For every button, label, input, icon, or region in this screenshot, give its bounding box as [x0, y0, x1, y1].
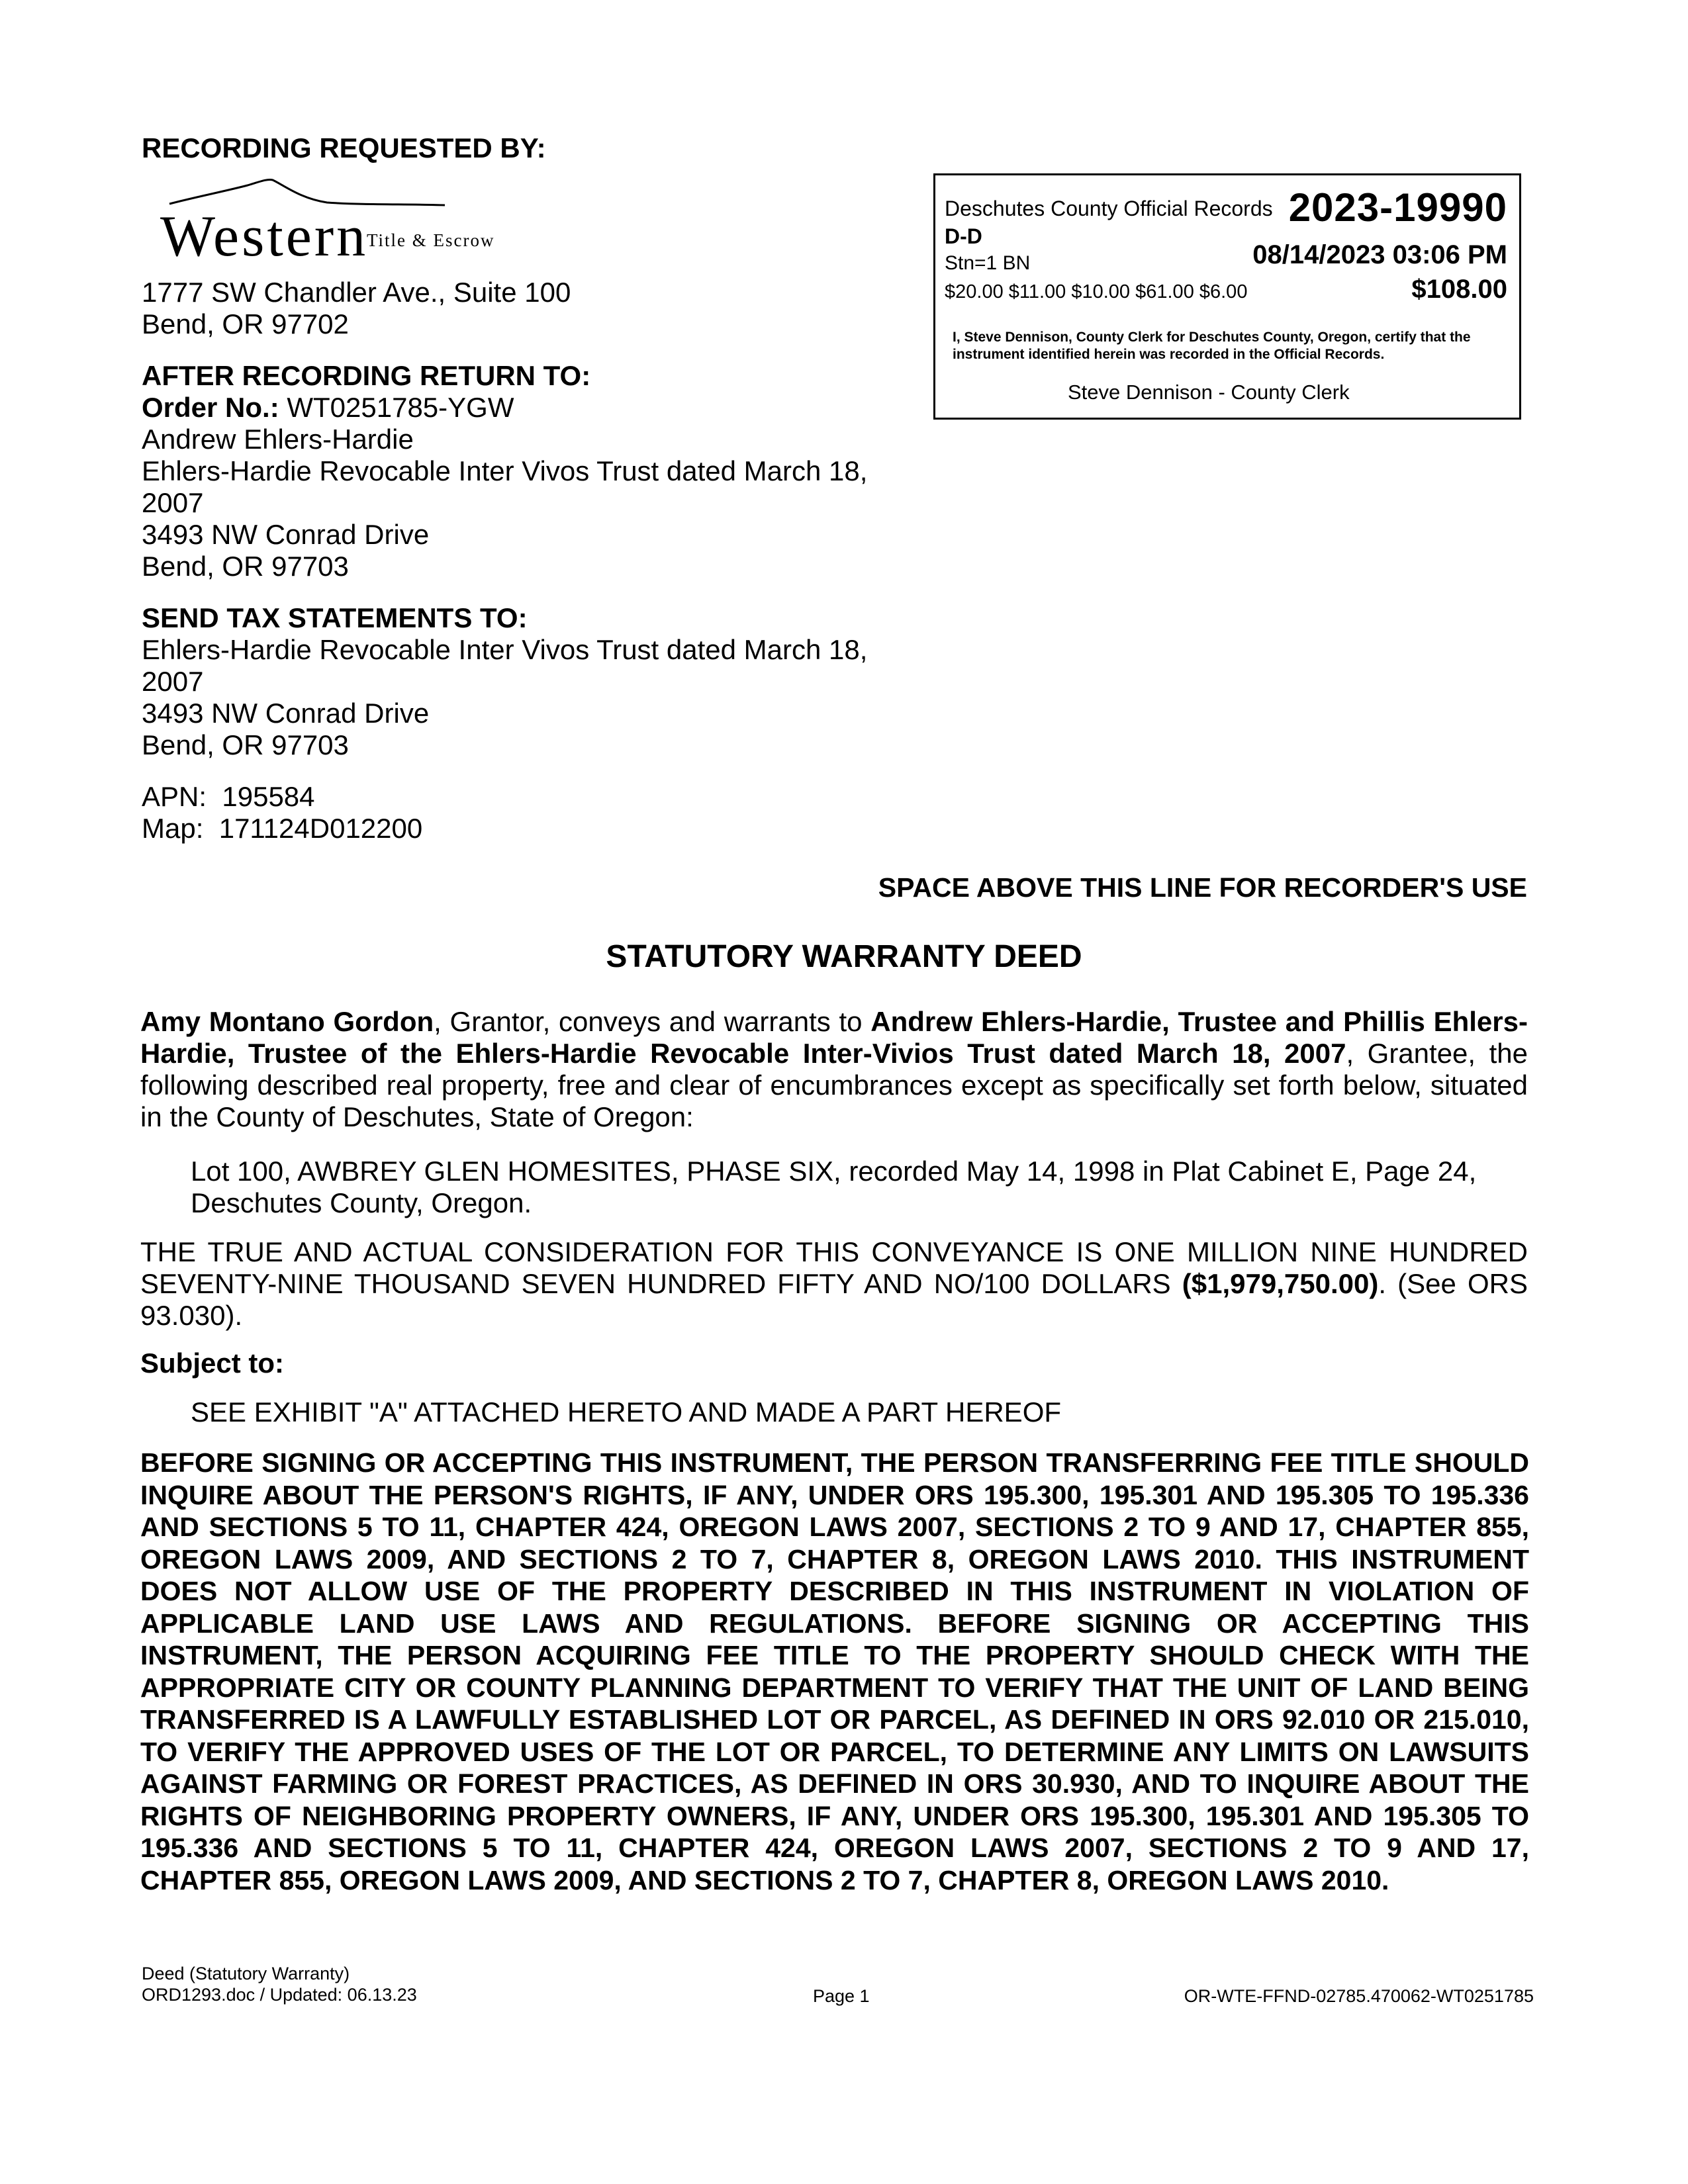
- legal-description: Lot 100, AWBREY GLEN HOMESITES, PHASE SIX, recorded May 14, 1998 in Plat Cabinet E, Page 24, Deschutes County, Oregon.: [191, 1156, 1477, 1218]
- tax-line: Bend, OR 97703: [142, 729, 349, 760]
- after-recording-heading: AFTER RECORDING RETURN TO:: [142, 360, 591, 391]
- recording-requested-heading: RECORDING REQUESTED BY:: [142, 132, 546, 163]
- recording-number: 2023-19990: [1288, 185, 1507, 230]
- order-number: [142, 392, 903, 424]
- grantor-name: Amy Montano Gordon: [140, 1006, 434, 1037]
- consideration-text-1: THE TRUE AND ACTUAL CONSIDERATION FOR THIS CONVEYANCE IS ONE MILLION NINE HUNDRED SEVENTY-NINE THOUSAND SEVEN HUNDRED FIFTY AND NO/100 DOLLARS: [140, 1236, 1528, 1299]
- consideration-paragraph: [140, 1236, 1528, 1332]
- apn-row: [142, 781, 903, 813]
- tax-line: 3493 NW Conrad Drive: [142, 698, 430, 729]
- western-logo: [142, 177, 903, 277]
- recording-datetime: 08/14/2023 03:06 PM: [1252, 240, 1507, 269]
- subject-to-label: Subject to:: [140, 1347, 284, 1379]
- return-line: Andrew Ehlers-Hardie: [142, 424, 414, 455]
- map-label: Map:: [142, 813, 204, 844]
- footer-reference: OR-WTE-FFND-02785.470062-WT0251785: [1184, 1986, 1534, 2006]
- header-left: [142, 132, 903, 844]
- map-value: 171124D012200: [218, 813, 423, 844]
- grant-text-1: , Grantor, conveys and warrants to: [434, 1006, 871, 1037]
- document-type: D-D: [945, 224, 982, 248]
- company-address-line-2: Bend, OR 97702: [142, 308, 349, 340]
- apn-value: 195584: [222, 781, 315, 812]
- footer-doc-name: Deed (Statutory Warranty): [142, 1964, 350, 1983]
- fee-total: $108.00: [1411, 275, 1507, 304]
- apn-label: APN:: [142, 781, 207, 812]
- grant-paragraph: [140, 1006, 1528, 1133]
- footer-doc-file: ORD1293.doc / Updated: 06.13.23: [142, 1985, 417, 2005]
- station: Stn=1 BN: [945, 252, 1031, 274]
- clerk-signature: Steve Dennison - County Clerk: [1068, 381, 1350, 404]
- consideration-amount: ($1,979,750.00): [1182, 1268, 1379, 1299]
- tax-line: Ehlers-Hardie Revocable Inter Vivos Trust dated March 18,: [142, 634, 868, 665]
- return-line: 2007: [142, 487, 204, 518]
- page-number: Page 1: [813, 1986, 870, 2006]
- grantee-name: Andrew Ehlers-Hardie, Trustee and Phillis Ehlers-Hardie, Trustee of the Ehlers-Hardie Revocable Inter-Vivios Trust dated March 18, 2007: [140, 1006, 1528, 1069]
- page-title: STATUTORY WARRANTY DEED: [606, 939, 1082, 974]
- recorder-space-note: SPACE ABOVE THIS LINE FOR RECORDER'S USE: [878, 872, 1527, 903]
- consideration-text-2: . (See ORS 93.030).: [140, 1268, 1528, 1331]
- exhibit-reference: SEE EXHIBIT "A" ATTACHED HERETO AND MADE A PART HEREOF: [191, 1396, 1062, 1428]
- company-address-line-1: 1777 SW Chandler Ave., Suite 100: [142, 277, 571, 308]
- return-line: 3493 NW Conrad Drive: [142, 519, 430, 550]
- clerk-certification: I, Steve Dennison, County Clerk for Deschutes County, Oregon, certify that the instrument identified herein was recorded in the Official Records.: [953, 330, 1471, 362]
- order-label: Order No.:: [142, 392, 279, 423]
- return-line: Ehlers-Hardie Revocable Inter Vivos Trust dated March 18,: [142, 455, 868, 486]
- fee-breakdown: $20.00 $11.00 $10.00 $61.00 $6.00: [945, 281, 1248, 302]
- return-line: Bend, OR 97703: [142, 551, 349, 582]
- footer-doc-info: [142, 1963, 417, 2005]
- map-row: [142, 813, 903, 844]
- grant-text-2: , Grantee, the following described real property, free and clear of encumbrances except as specifically set forth below, situated in the County of Deschutes, State of Oregon:: [140, 1038, 1528, 1132]
- recorder-stamp-box: [933, 173, 1521, 420]
- recorder-county: Deschutes County Official Records: [945, 197, 1273, 220]
- tax-statements-heading: SEND TAX STATEMENTS TO:: [142, 602, 528, 633]
- order-value: WT0251785-YGW: [287, 392, 514, 423]
- tax-line: 2007: [142, 666, 204, 697]
- logo-wordmark: Western: [160, 205, 369, 269]
- statutory-warning: BEFORE SIGNING OR ACCEPTING THIS INSTRUMENT, THE PERSON TRANSFERRING FEE TITLE SHOULD INQUIRE ABOUT THE PERSON'S RIGHTS, IF ANY, UNDER ORS 195.300, 195.301 AND 195.305 TO 195.336 AND SECTIONS 5 TO 11, CHAPTER 424, OREGON LAWS 2007, SECTIONS 2 TO 9 AND 17, CHAPTER 855, OREGON LAWS 2009, AND SECTIONS 2 TO 7, CHAPTER 8, OREGON LAWS 2010. THIS INSTRUMENT DOES NOT ALLOW USE OF THE PROPERTY DESCRIBED IN THIS INSTRUMENT IN VIOLATION OF APPLICABLE LAND USE LAWS AND REGULATIONS. BEFORE SIGNING OR ACCEPTING THIS INSTRUMENT, THE PERSON ACQUIRING FEE TITLE TO THE PROPERTY SHOULD CHECK WITH THE APPROPRIATE CITY OR COUNTY PLANNING DEPARTMENT TO VERIFY THAT THE UNIT OF LAND BEING TRANSFERRED IS A LAWFULLY ESTABLISHED LOT OR PARCEL, AS DEFINED IN ORS 92.010 OR 215.010, TO VERIFY THE APPROVED USES OF THE LOT OR PARCEL, TO DETERMINE ANY LIMITS ON LAWSUITS AGAINST FARMING OR FOREST PRACTICES, AS DEFINED IN ORS 30.930, AND TO INQUIRE ABOUT THE RIGHTS OF NEIGHBORING PROPERTY OWNERS, IF ANY, UNDER ORS 195.300, 195.301 AND 195.305 TO 195.336 AND SECTIONS 5 TO 11, CHAPTER 424, OREGON LAWS 2007, SECTIONS 2 TO 9 AND 17, CHAPTER 855, OREGON LAWS 2009, AND SECTIONS 2 TO 7, CHAPTER 8, OREGON LAWS 2010.: [140, 1447, 1529, 1895]
- logo-subtitle: Title & Escrow: [367, 230, 495, 250]
